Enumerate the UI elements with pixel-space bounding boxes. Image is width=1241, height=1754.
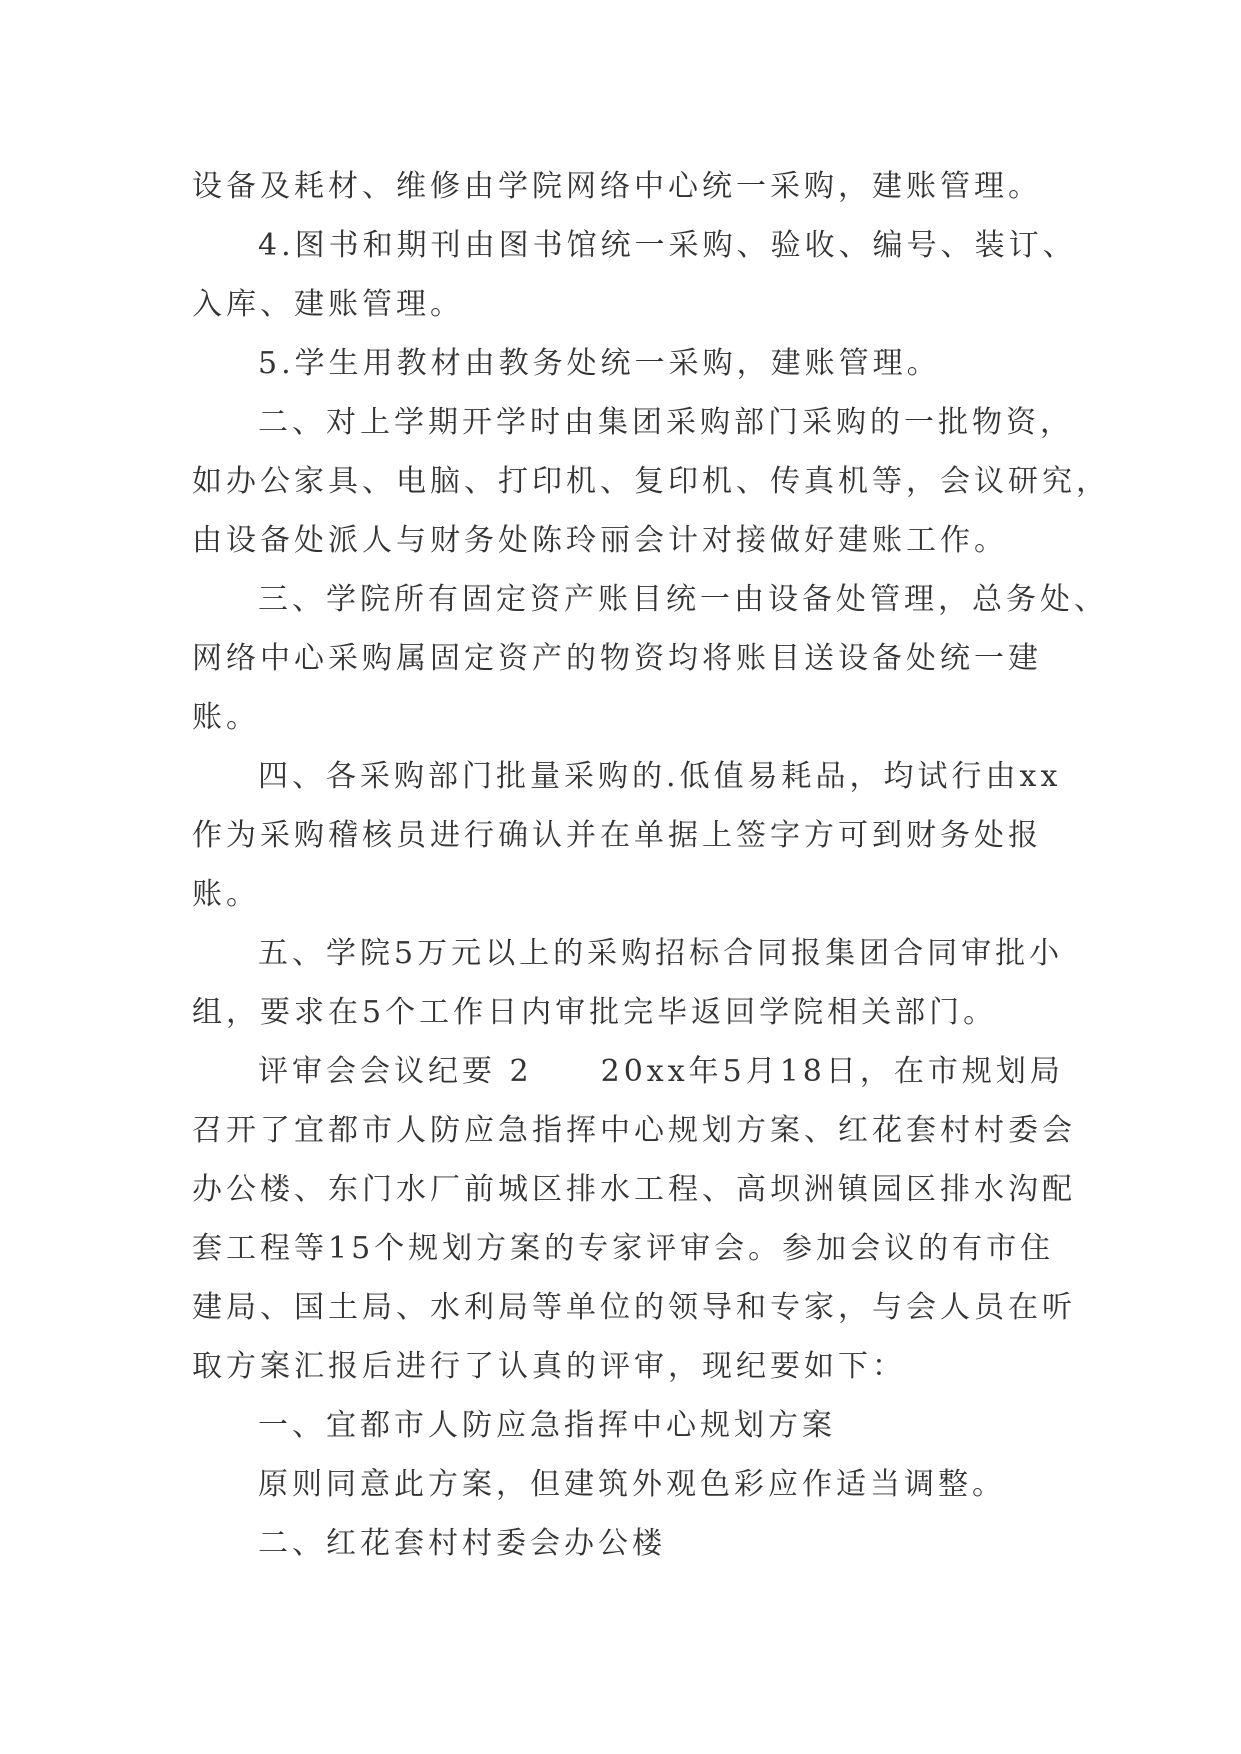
text-line: 五、学院5万元以上的采购招标合同报集团合同审批小: [258, 936, 1064, 971]
text-line: 入库、建账管理。: [192, 287, 464, 322]
text-line: 套工程等15个规划方案的专家评审会。参加会议的有市住: [192, 1231, 1055, 1266]
text-line: 召开了宜都市人防应急指挥中心规划方案、红花套村村委会: [192, 1113, 1076, 1148]
text-line: 办公楼、东门水厂前城区排水工程、高坝洲镇园区排水沟配: [192, 1172, 1076, 1207]
text-line: 四、各采购部门批量采购的.低值易耗品，均试行由xx: [258, 759, 1062, 794]
text-line: 取方案汇报后进行了认真的评审，现纪要如下：: [192, 1349, 906, 1384]
text-line: 账。: [192, 700, 260, 735]
text-line: 组，要求在5个工作日内审批完毕返回学院相关部门。: [192, 995, 998, 1030]
text-line: 4.图书和期刊由图书馆统一采购、验收、编号、装订、: [258, 228, 1077, 263]
text-line: 一、宜都市人防应急指挥中心规划方案: [258, 1408, 836, 1443]
text-line: 如办公家具、电脑、打印机、复印机、传真机等，会议研究，: [192, 464, 1110, 499]
text-line: 由设备处派人与财务处陈玲丽会计对接做好建账工作。: [192, 523, 1008, 558]
text-line: 设备及耗材、维修由学院网络中心统一采购，建账管理。: [192, 169, 1042, 204]
text-line: 账。: [192, 877, 260, 912]
text-line: 二、对上学期开学时由集团采购部门采购的一批物资，: [258, 405, 1074, 440]
text-line: 5.学生用教材由教务处统一采购，建账管理。: [258, 346, 941, 381]
text-line: 原则同意此方案，但建筑外观色彩应作适当调整。: [258, 1467, 1006, 1502]
text-line: 二、红花套村村委会办公楼: [258, 1526, 666, 1561]
text-line: 三、学院所有固定资产账目统一由设备处管理，总务处、: [258, 582, 1108, 617]
text-line: 网络中心采购属固定资产的物资均将账目送设备处统一建: [192, 641, 1042, 676]
text-line: 作为采购稽核员进行确认并在单据上签字方可到财务处报: [192, 818, 1042, 853]
text-line: 建局、国土局、水利局等单位的领导和专家，与会人员在听: [192, 1290, 1076, 1325]
text-line: 评审会会议纪要 2 20xx年5月18日，在市规划局: [258, 1054, 1064, 1089]
